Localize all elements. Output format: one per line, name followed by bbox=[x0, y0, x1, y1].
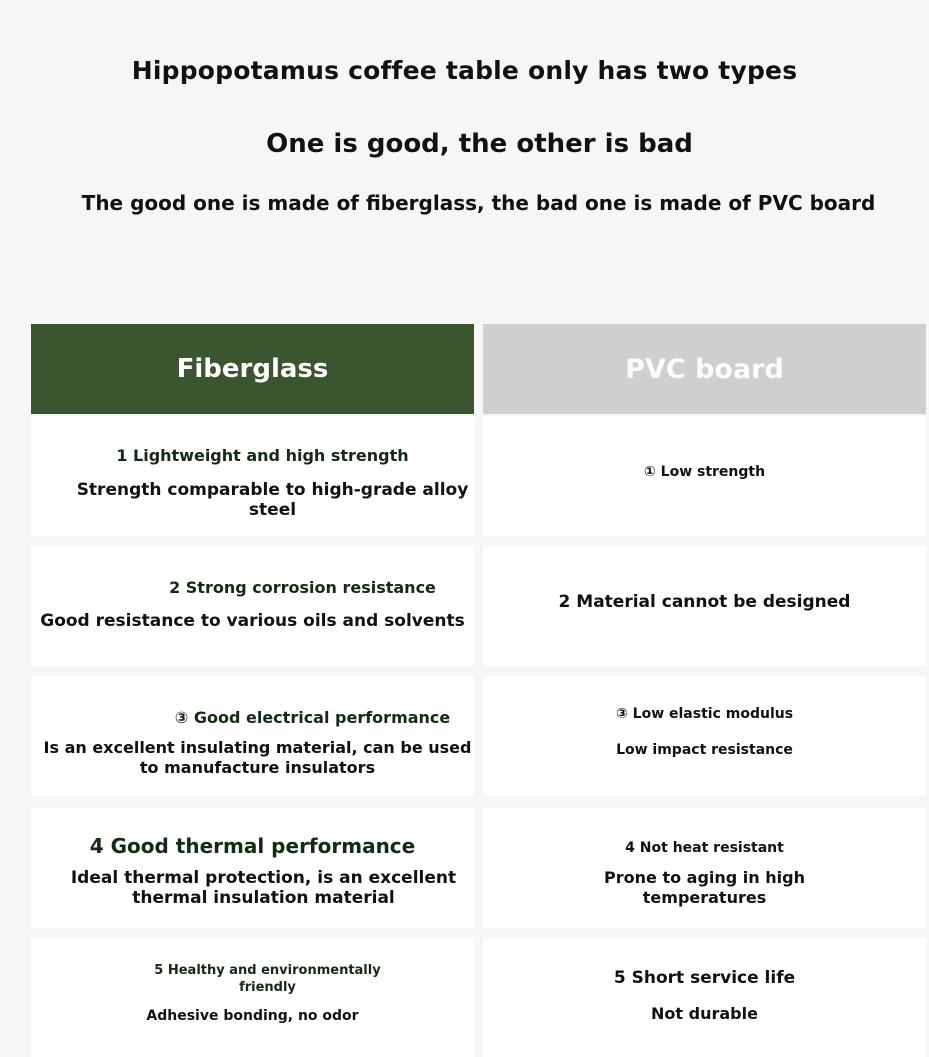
pvc-point-desc: Low impact resistance bbox=[616, 742, 793, 758]
fiberglass-cell-3 bbox=[31, 676, 474, 796]
headline-good-bad: One is good, the other is bad bbox=[266, 129, 693, 159]
headline-materials: The good one is made of fiberglass, the bad one is made of PVC board bbox=[81, 191, 876, 215]
pvc-point-title: 5 Short service life bbox=[613, 968, 796, 988]
pvc-point-desc: Prone to aging in high temperatures bbox=[604, 868, 805, 907]
fiberglass-point-desc: Good resistance to various oils and solvents bbox=[40, 611, 465, 631]
fiberglass-cell-1 bbox=[31, 416, 474, 536]
fiberglass-cell-2 bbox=[31, 546, 474, 666]
fiberglass-cell-4 bbox=[31, 808, 474, 928]
pvc-cell-2 bbox=[483, 546, 926, 666]
pvc-cell-3 bbox=[483, 676, 926, 796]
pvc-cell-5 bbox=[483, 938, 926, 1057]
pvc-cell-4 bbox=[483, 808, 926, 928]
headline-types: Hippopotamus coffee table only has two types bbox=[131, 56, 798, 85]
column-header-fiberglass: Fiberglass bbox=[31, 324, 474, 414]
fiberglass-point-desc: Adhesive bonding, no odor bbox=[146, 1008, 359, 1024]
fiberglass-cell-5 bbox=[31, 938, 474, 1057]
fiberglass-point-title: 2 Strong corrosion resistance bbox=[169, 578, 436, 597]
fiberglass-point-title: 5 Healthy and environmentally friendly bbox=[154, 963, 381, 995]
fiberglass-point-title: 1 Lightweight and high strength bbox=[116, 446, 409, 465]
fiberglass-point-desc: Strength comparable to high-grade alloy steel bbox=[76, 480, 469, 520]
fiberglass-point-desc: Ideal thermal protection, is an excellent thermal insulation material bbox=[70, 868, 457, 908]
pvc-point-title: 4 Not heat resistant bbox=[625, 840, 784, 856]
column-header-pvc: PVC board bbox=[483, 324, 926, 414]
fiberglass-point-title: 4 Good thermal performance bbox=[89, 834, 416, 858]
pvc-point-title: ① Low strength bbox=[643, 464, 766, 480]
pvc-point-title: 2 Material cannot be designed bbox=[558, 592, 851, 612]
pvc-cell-1 bbox=[483, 416, 926, 536]
pvc-point-desc: Not durable bbox=[651, 1004, 758, 1023]
fiberglass-point-desc: Is an excellent insulating material, can be used to manufacture insulators bbox=[43, 738, 472, 777]
pvc-point-title: ③ Low elastic modulus bbox=[615, 706, 794, 722]
fiberglass-point-title: ③ Good electrical performance bbox=[174, 708, 451, 727]
